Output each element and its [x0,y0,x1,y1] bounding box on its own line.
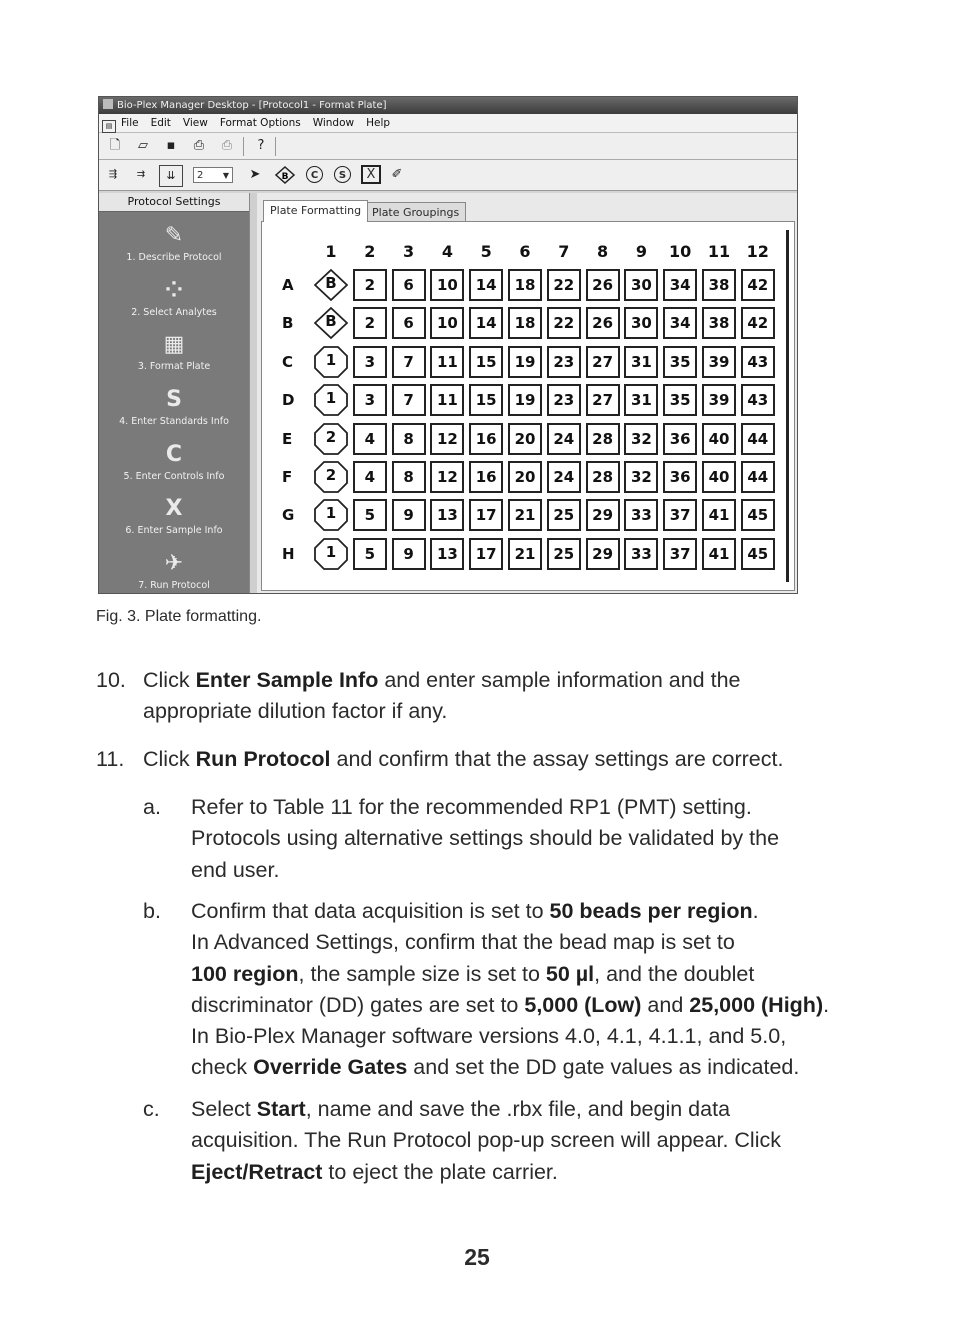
text-run: and enter sample information and the [378,668,741,692]
substep-letter: a. [143,795,161,819]
plate-well-sample[interactable]: 33 [624,499,658,531]
plate-well-sample[interactable]: 16 [469,461,503,493]
text-line [191,959,829,990]
plate-row-header[interactable]: B [282,314,294,333]
sample-icon: X [165,496,183,521]
plate-well-sample[interactable]: 40 [702,423,736,455]
plate-well-sample[interactable]: 30 [624,269,658,301]
plate-column-header[interactable]: 10 [669,242,692,261]
plate-column-header[interactable]: 3 [403,242,415,261]
plate-well-sample[interactable]: 3 [353,384,387,416]
text-line: In Advanced Settings, confirm that the bead map is set to [191,930,735,955]
plate-well-sample[interactable]: 24 [547,423,581,455]
plate-well-sample[interactable]: 21 [508,538,542,570]
plate-well-sample[interactable]: 35 [663,384,697,416]
step-number: 11. [96,747,125,771]
well-label: 1 [325,504,337,523]
plate-well-sample[interactable]: 31 [624,384,658,416]
plate-well-standard[interactable] [314,461,348,493]
bold-term: 50 µl [545,961,595,986]
plate-well-standard[interactable] [314,423,348,455]
plate-column-header[interactable]: 1 [325,242,337,261]
controls-icon: C [165,442,183,467]
plate-well-sample[interactable]: 38 [702,307,736,339]
plate-well-sample[interactable]: 36 [663,423,697,455]
bold-term: Enter Sample Info [195,668,379,692]
plate-column-header[interactable]: 7 [558,242,570,261]
replicate-combo[interactable] [193,167,233,183]
plate-well-sample[interactable]: 2 [353,307,387,339]
describe-icon: ✎ [164,223,184,248]
text-run: , the sample size is set to [298,961,546,986]
sidebar-item-label: 1. Describe Protocol [126,252,222,263]
plate-well-sample[interactable]: 26 [586,269,620,301]
plate-column-header[interactable]: 5 [480,242,492,261]
plate-well-sample[interactable]: 16 [469,423,503,455]
bold-term: Start [256,1097,306,1121]
text-run: Click [143,747,196,771]
text-line [191,1094,781,1125]
well-label: 2 [325,466,337,484]
plate-well-sample[interactable]: 44 [741,423,775,455]
text-line [191,1052,829,1083]
document-menu-icon[interactable]: ▤ [102,120,116,133]
toolbar-divider [243,137,244,156]
plate-well-sample[interactable]: 11 [430,384,464,416]
plate-well-sample[interactable]: 9 [392,538,426,570]
pointer-icon[interactable]: ➤ [249,167,261,182]
plate-well-sample[interactable]: 6 [392,269,426,301]
app-icon [103,99,113,109]
well-label: 1 [325,389,337,408]
plate-well-sample[interactable]: 10 [430,307,464,339]
plate-well-sample[interactable]: 3 [353,346,387,378]
bold-term: 25,000 (High) [689,992,824,1017]
plate-formatting-panel [261,221,795,591]
text-line: acquisition. The Run Protocol pop-up screen will appear. Click [191,1128,781,1153]
plate-well-sample[interactable]: 40 [702,461,736,493]
analytes-icon: ⁘ [164,278,184,303]
sidebar-item-format-plate[interactable] [99,332,249,372]
plate-row-header[interactable]: G [282,506,295,525]
text-line [191,1157,781,1188]
sidebar-item-enter-sample-info[interactable] [99,496,249,536]
text-run: discriminator (DD) gates are set to [191,992,525,1017]
control-circle-icon[interactable]: C [306,166,323,183]
plate-row-header[interactable]: A [282,276,294,294]
plate-well-sample[interactable]: 17 [469,499,503,531]
text-run: and set the DD gate values as indicated. [407,1055,800,1080]
sidebar-item-label: 2. Select Analytes [131,307,217,318]
text-run: Select [191,1097,257,1121]
text-run: Confirm that data acquisition is set to [191,899,550,923]
sidebar-item-run-protocol[interactable] [99,551,249,591]
tab-plate-formatting[interactable]: Plate Formatting [263,200,368,222]
text-run: to eject the plate carrier. [322,1159,558,1184]
replicate-combo-value: 2 [197,170,204,181]
substep-b-text [191,896,829,1084]
plate-well-sample[interactable]: 5 [353,538,387,570]
text-run: Click [143,668,196,692]
plate-well-sample[interactable]: 45 [741,499,775,531]
save-icon[interactable]: ▪ [166,138,176,153]
title-bar [99,97,797,114]
panel-border-right [786,230,789,582]
plate-well-sample[interactable]: 29 [586,499,620,531]
well-label: 1 [325,350,337,369]
well-label: 2 [325,427,337,446]
well-label: B [325,274,337,292]
plate-well-sample[interactable]: 35 [663,346,697,378]
plate-well-sample[interactable]: 32 [624,461,658,493]
bold-term: Override Gates [253,1055,408,1080]
standard-circle-icon[interactable]: S [334,166,351,183]
text-run: , name and save the .rbx file, and begin data [305,1097,731,1121]
text-run: and [641,992,690,1017]
step-10-text [143,665,741,728]
plate-well-sample[interactable]: 38 [702,269,736,301]
plate-well-standard[interactable] [314,499,348,531]
plate-well-sample[interactable]: 20 [508,461,542,493]
plate-well-sample[interactable]: 21 [508,499,542,531]
bold-term: 50 beads per region [549,899,753,923]
page-number: 25 [464,1244,490,1270]
plate-well-sample[interactable]: 28 [586,461,620,493]
plate-well-sample[interactable]: 22 [547,307,581,339]
text-line: Protocols using alternative settings should be validated by the [191,826,780,851]
plate-column-header[interactable]: 2 [364,242,376,261]
substep-a-text [191,792,779,886]
plate-well-sample[interactable]: 45 [741,538,775,570]
standards-icon: S [166,387,182,412]
plate-well-sample[interactable]: 22 [547,269,581,301]
sidebar-item-label: 7. Run Protocol [138,580,210,591]
text-run: , and the doublet [594,961,755,986]
sidebar-item-select-analytes[interactable] [99,278,249,318]
substep-c-text [191,1094,781,1188]
sidebar-item-label: 6. Enter Sample Info [125,525,223,536]
plate-well-sample[interactable]: 15 [469,384,503,416]
plate-column-header[interactable]: 8 [597,242,609,261]
plate-well-sample[interactable]: 18 [508,269,542,301]
plate-well-standard[interactable] [314,346,348,378]
plate-well-sample[interactable]: 25 [547,499,581,531]
plate-row-header[interactable]: H [282,544,295,563]
text-run: . [752,899,759,923]
text-line: end user. [191,857,280,882]
plate-column-header[interactable]: 11 [707,242,731,261]
plate-well-sample[interactable]: 36 [663,461,697,493]
blank-diamond-icon[interactable] [275,166,295,184]
substep-letter: b. [143,899,161,923]
plate-well-sample[interactable]: 12 [430,461,464,493]
plate-well-sample[interactable]: 34 [663,269,697,301]
plate-well-sample[interactable]: 43 [741,384,775,416]
menu-view[interactable]: View [182,117,208,129]
plate-well-sample[interactable]: 11 [430,346,464,378]
plate-well-sample[interactable]: 39 [702,384,736,416]
plate-well-sample[interactable]: 23 [547,384,581,416]
plate-well-sample[interactable]: 42 [741,307,775,339]
new-file-icon[interactable]: 🗋 [109,138,121,153]
sidebar-item-label: 3. Format Plate [137,361,211,372]
plate-well-sample[interactable]: 25 [547,538,581,570]
plate-well-sample[interactable]: 30 [624,307,658,339]
plate-column-header[interactable]: 12 [746,242,769,261]
plate-well-sample[interactable]: 2 [353,269,387,301]
text-run: . [823,992,830,1017]
plate-well-sample[interactable]: 31 [624,346,658,378]
plate-row-header[interactable]: F [282,468,293,486]
plate-well-sample[interactable]: 41 [702,538,736,570]
figure-caption: Fig. 3. Plate formatting. [96,608,262,625]
plate-well-sample[interactable]: 12 [430,423,464,455]
plate-row-header[interactable]: D [282,391,295,410]
plate-well-sample[interactable]: 33 [624,538,658,570]
run-icon: ✈ [164,551,184,576]
plate-well-sample[interactable]: 17 [469,538,503,570]
plate-well-sample[interactable]: 32 [624,423,658,455]
plate-well-sample[interactable]: 26 [586,307,620,339]
plate-well-sample[interactable]: 44 [741,461,775,493]
plate-well-blank[interactable] [314,269,348,301]
open-folder-icon[interactable]: ▱ [138,138,148,153]
plate-well-sample[interactable]: 5 [353,499,387,531]
plate-well-sample[interactable]: 34 [663,307,697,339]
plate-well-sample[interactable]: 20 [508,423,542,455]
svg-text:B: B [281,172,289,182]
fill-horizontal-icon[interactable]: ⇶ [108,169,118,180]
plate-well-sample[interactable]: 13 [430,538,464,570]
app-window-screenshot [98,96,798,594]
step-11-text [143,744,783,775]
toolbar-divider [275,137,276,156]
sidebar-item-enter-controls-info[interactable] [99,442,249,482]
text-line [191,990,829,1021]
bold-term: Run Protocol [195,747,331,771]
plate-well-sample[interactable]: 19 [508,346,542,378]
help-icon[interactable]: ? [257,138,265,153]
bold-term: 100 region [191,961,299,986]
format-toolbar [99,160,797,191]
sidebar-header: Protocol Settings [99,193,249,212]
plate-well-sample[interactable]: 27 [586,384,620,416]
plate-column-header[interactable]: 4 [441,242,453,261]
plate-well-blank[interactable] [314,307,348,339]
standard-toolbar [99,133,797,160]
plate-well-sample[interactable]: 7 [392,346,426,378]
plate-well-sample[interactable]: 15 [469,346,503,378]
sidebar-item-label: 4. Enter Standards Info [119,416,229,427]
menu-window[interactable]: Window [312,117,355,129]
text-run: and confirm that the assay settings are correct. [330,747,784,771]
eraser-icon[interactable]: ✐ [391,167,403,182]
plate-well-sample[interactable]: 41 [702,499,736,531]
menu-file[interactable]: File [121,117,139,129]
plate-well-sample[interactable]: 37 [663,538,697,570]
plate-well-sample[interactable]: 8 [392,461,426,493]
plate-well-sample[interactable]: 4 [353,423,387,455]
menu-edit[interactable]: Edit [150,117,171,129]
sidebar-item-enter-standards-info[interactable] [99,387,249,427]
plate-well-sample[interactable]: 14 [469,307,503,339]
plate-well-sample[interactable]: 7 [392,384,426,416]
plate-well-sample[interactable]: 4 [353,461,387,493]
menu-format-options[interactable]: Format Options [219,117,301,129]
plate-row-header[interactable]: E [282,429,293,448]
plate-icon: ▦ [163,332,185,357]
sidebar-item-describe-protocol[interactable] [99,223,249,263]
print-icon[interactable]: ⎙ [193,138,205,153]
plate-well-sample[interactable]: 6 [392,307,426,339]
menu-bar [99,114,797,133]
plate-well-sample[interactable]: 39 [702,346,736,378]
plate-column-header[interactable]: 6 [519,242,531,261]
sidebar-item-label: 5. Enter Controls Info [123,471,225,482]
plate-well-sample[interactable]: 8 [392,423,426,455]
plate-well-sample[interactable]: 37 [663,499,697,531]
text-line: In Bio-Plex Manager software versions 4.0, 4.1, 4.1.1, and 5.0, [191,1024,787,1049]
blank-diamond-shape [275,166,295,184]
plate-well-standard[interactable] [314,538,348,570]
plate-well-sample[interactable]: 23 [547,346,581,378]
plate-well-sample[interactable]: 18 [508,307,542,339]
sample-box-icon[interactable]: X [361,165,381,184]
chevron-down-icon: ▼ [222,171,229,180]
menu-help[interactable]: Help [366,117,391,129]
plate-well-sample[interactable]: 28 [586,423,620,455]
main-area [257,193,798,594]
step-number: 10. [96,668,126,692]
tab-plate-groupings[interactable]: Plate Groupings [365,202,466,222]
plate-well-sample[interactable]: 43 [741,346,775,378]
bold-term: 5,000 (Low) [524,992,642,1017]
plate-well-sample[interactable]: 27 [586,346,620,378]
print-preview-icon[interactable]: ⎙ [221,138,233,153]
bold-term: Eject/Retract [191,1159,323,1184]
plate-well-standard[interactable] [314,384,348,416]
plate-row-header[interactable]: C [282,352,294,371]
plate-well-sample[interactable]: 10 [430,269,464,301]
plate-well-sample[interactable]: 42 [741,269,775,301]
plate-well-sample[interactable]: 19 [508,384,542,416]
well-label: B [325,312,337,331]
plate-well-sample[interactable]: 14 [469,269,503,301]
text-line [191,896,829,927]
plate-well-sample[interactable]: 29 [586,538,620,570]
plate-well-sample[interactable]: 13 [430,499,464,531]
text-line [143,665,741,696]
plate-well-sample[interactable]: 9 [392,499,426,531]
text-line: Refer to Table 11 for the recommended RP1 (PMT) setting. [191,795,752,819]
text-run: check [191,1055,254,1080]
fill-vertical-icon[interactable]: ⇊ [159,165,183,187]
substep-letter: c. [143,1097,160,1121]
plate-column-header[interactable]: 9 [635,242,647,261]
fill-right-icon[interactable]: ⇉ [136,169,146,180]
window-title: Bio-Plex Manager Desktop - [Protocol1 - Format Plate] [117,100,387,111]
well-label: 1 [325,542,337,561]
text-line: appropriate dilution factor if any. [143,699,448,724]
protocol-settings-sidebar [99,193,249,594]
text-line [143,744,783,775]
plate-well-sample[interactable]: 24 [547,461,581,493]
